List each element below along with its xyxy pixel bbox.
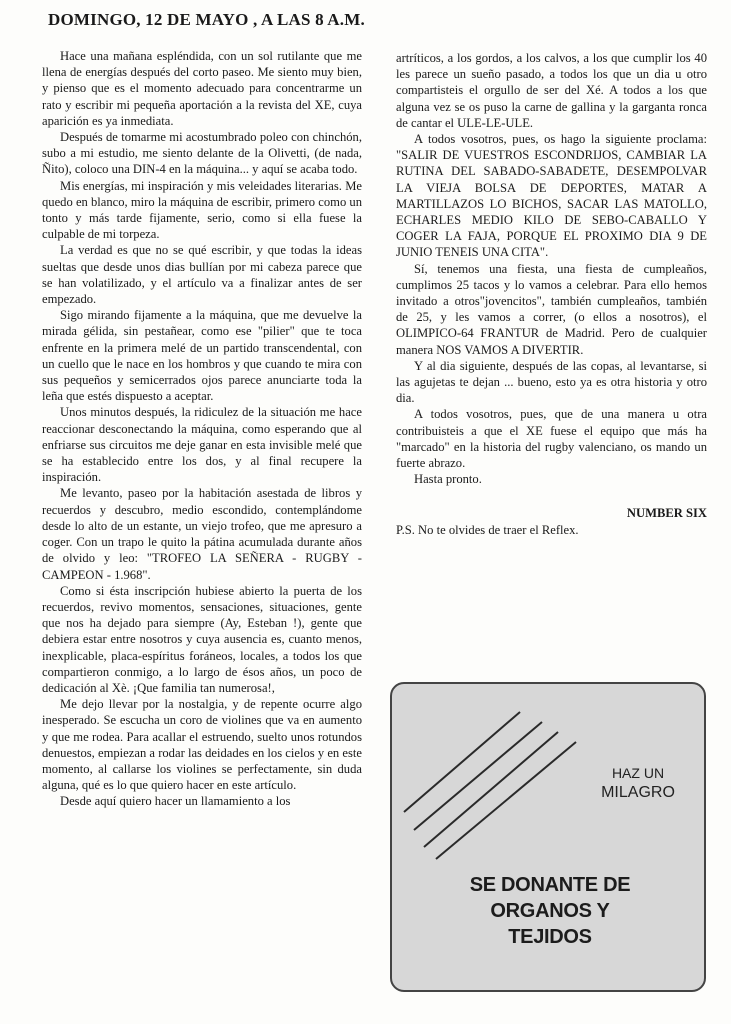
ad-headline-line1: SE DONANTE DE bbox=[469, 874, 631, 896]
organ-donation-ad bbox=[390, 682, 706, 992]
paragraph: Desde aquí quiero hacer un llamamiento a los bbox=[60, 794, 291, 809]
article-title: DOMINGO, 12 DE MAYO , A LAS 8 A.M. bbox=[48, 10, 365, 29]
paragraph: Me dejo llevar por la nostalgia, y de repente ocurre algo inesperado. Se escucha un coro de violines que va en aumento y que me rodea. Para acallar el estruendo, suelto unos rotundos denuestos, empiezan a rodar las deidades en los cielos y en este momento, al callarse los violines se perfectamente, sin duda alguna, qué es lo que quiero hacer en este artículo. bbox=[42, 697, 362, 793]
paragraph-continuation: artríticos, a los gordos, a los calvos, a los que cumplir los 40 les parece un sueño pasado, a todos los que un dia u otro compartisteis el orgullo de ser del Xé. A todos a los que alguna vez se os puso la carne de gallina y la garganta ronca de cantar el ULE-LE-ULE. bbox=[396, 51, 707, 130]
ad-tagline-line2: MILAGRO bbox=[601, 784, 675, 801]
paragraph: Me levanto, paseo por la habitación asestada de libros y recuerdos y descubro, medio escondido, contemplándome desde lo alto de un estante, un viejo trofeo, que me apresuro a coger. Con un trapo le quito la pátina acumulada durante años de olvido y leo: "TROFEO LA SEÑERA - RUGBY - CAMPEON - 1.968". bbox=[42, 486, 362, 582]
paragraph: Y al dia siguiente, después de las copas, al levantarse, si las agujetas te dejan ... bueno, esto ya es otra historia y otro dia. bbox=[396, 358, 707, 406]
ad-tagline-line1: HAZ UN bbox=[611, 765, 665, 781]
paragraph: Mis energías, mi inspiración y mis veleidades literarias. Me quedo en blanco, miro la máquina de escribir, primero como un tonto y más tarde fijamente, serio, como si ella fuese la culpable de mi torpeza. bbox=[42, 178, 362, 242]
paragraph: Hasta pronto. bbox=[414, 472, 482, 487]
left-column bbox=[42, 48, 362, 810]
ad-headline-line3: TEJIDOS bbox=[508, 926, 592, 948]
postscript: P.S. No te olvides de traer el Reflex. bbox=[396, 522, 579, 537]
paragraph: Sí, tenemos una fiesta, una fiesta de cumpleaños, cumplimos 25 tacos y lo vamos a celebrar. Para ello hemos invitado a otros"jovencitos", también cumpleaños, también de 25, y les vamos a correr, (o ellos a nosotros), el OLIMPICO-64 FRANTUR de Madrid. Pero de cualquier manera NOS VAMOS A DIVERTIR. bbox=[396, 261, 707, 357]
ad-headline-line2: ORGANOS Y bbox=[490, 900, 610, 922]
paragraph: Unos minutos después, la ridiculez de la situación me hace reaccionar desconectando la máquina, como esperando que al enfriarse sus circuitos me deje ganar en esta invisible melé que se ha establecido entre los dos, y al final recupere la inspiración. bbox=[42, 405, 362, 485]
paragraph: Sigo mirando fijamente a la máquina, que me devuelve la mirada gélida, sin pestañear, como ese "pilier" que te toca enfrente en la primera melé de un partido transcendental, con un cuello que le nace en los hombros y que cuando te mira con sus pequeños y semicerrados ojos parece anunciarte toda la leña que estés dispuesto a aceptar. bbox=[42, 308, 362, 404]
paragraph: Hace una mañana espléndida, con un sol rutilante que me llena de energías después del corto paseo. Me siento muy bien, y pienso que es el momento adecuado para concentrarme un rato y escribir mi pequeña aportación a la revista del XE, cuya aparición es ya inmediata. bbox=[42, 49, 362, 128]
paragraph: Como si ésta inscripción hubiese abierto la puerta de los recuerdos, revivo momentos, sensaciones, situaciones, gente que nos ha dejado para siempre (Ay, Esteban !), gente que debiera estar entre nosotros y cuya ausencia es, cuanto menos, inexplicable, placa-espíritus foráneos, locales, a todos los que compartieron conmigo, a lo largo de ésos años, un poco de dedicación al Xè. ¡Que familia tan numerosa!, bbox=[42, 583, 362, 695]
paragraph: Después de tomarme mi acostumbrado poleo con chinchón, subo a mi estudio, me siento delante de la Olivetti, (de nada, Ñito), coloco una DIN-4 en la máquina... y aquí se acaba todo. bbox=[42, 130, 362, 177]
ad-headline bbox=[432, 872, 668, 950]
paragraph: La verdad es que no se qué escribir, y que todas la ideas sueltas que desde unos dias bullían por mi cabeza parece que se han volatilizado, y el artículo va a finalizar antes de ser empezado. bbox=[42, 243, 362, 307]
ad-tagline bbox=[578, 764, 698, 802]
author-signature: NUMBER SIX bbox=[626, 506, 707, 521]
right-column bbox=[396, 50, 707, 538]
paragraph: A todos vosotros, pues, que de una manera u otra contribuisteis a que el XE fuese el equipo que más ha "marcado" en la historia del rugby valenciano, os mando un fuerte abrazo. bbox=[396, 407, 707, 471]
paragraph: A todos vosotros, pues, os hago la siguiente proclama: "SALIR DE VUESTROS ESCONDRIJOS, CAMBIAR LA RUTINA DEL SABADO-SABADETE, DESEMPOLVAR LA VIEJA BOLSA DE DEPORTES, MATAR A MARTILLAZOS LO BICHOS, SACAR LAS MATOLLO, ECHARLES MEDIO KILO DE SEBO-CABALLO Y COGER LA FAJA, PORQUE EL PROXIMO DIA 9 DE JUNIO TENEIS UNA CITA". bbox=[396, 132, 707, 260]
